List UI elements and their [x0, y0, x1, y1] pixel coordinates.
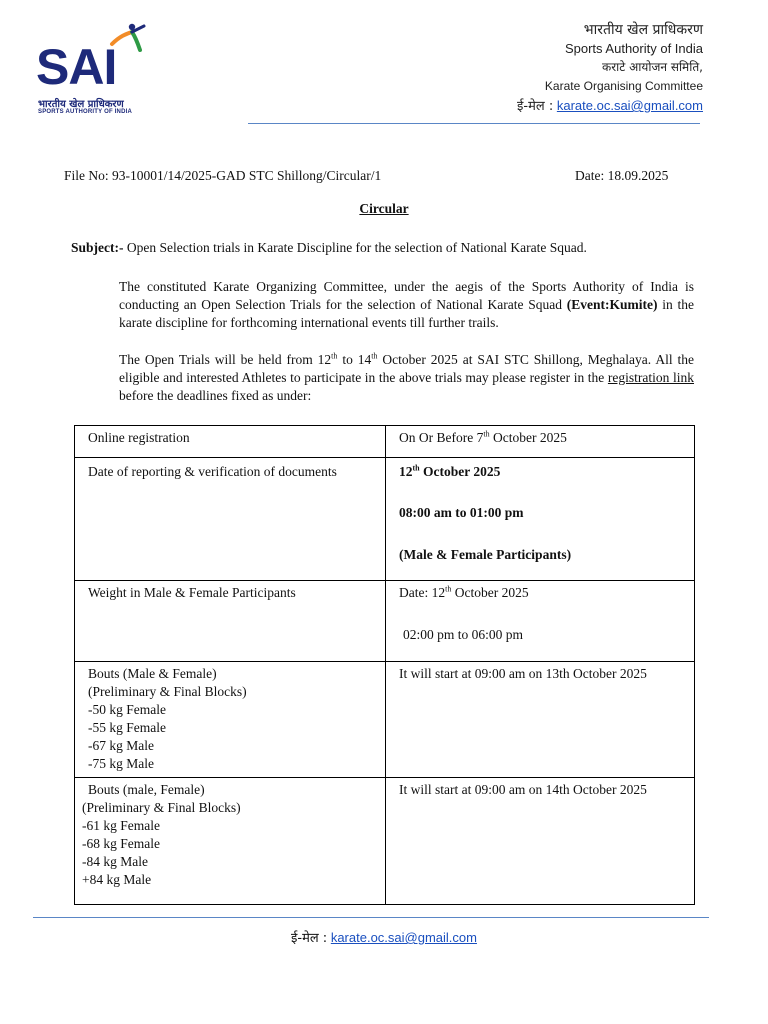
paragraph-trials: The Open Trials will be held from 12th to 14th October 2025 at SAI STC Shillong, Meghalaya. All the eligible and interested Athletes to participate in the above trials may please register in the registration link before the deadlines fixed as under: [119, 351, 695, 403]
registration-link[interactable]: registration link [607, 370, 695, 385]
row-label: Online registration [88, 430, 190, 445]
header-email [517, 96, 703, 114]
paragraph-intro: The constituted Karate Organizing Committee, under the aegis of the Sports Authority of India is conducting an Open Selection Trials for the selection of National Karate Squad (Event:Kumite) in the karate discipline for forthcoming international events till further trails. [119, 279, 695, 330]
header-rule [248, 123, 700, 124]
org-name-hindi: भारतीय खेल प्राधिकरण [583, 22, 703, 38]
footer-email-link[interactable]: karate.oc.sai@gmail.com [330, 930, 477, 945]
row-label: Date of reporting & verification of documents [88, 464, 337, 479]
table-row [75, 581, 695, 662]
row-value: It will start at 09:00 am on 14th October 2025 [399, 782, 647, 797]
row-value: It will start at 09:00 am on 13th October 2025 [399, 666, 647, 681]
logo-hindi-text: भारतीय खेल प्राधिकरण [38, 99, 124, 110]
table-row [75, 426, 695, 458]
org-name-english: Sports Authority of India [564, 41, 703, 56]
file-number: File No: 93-10001/14/2025-GAD STC Shillong/Circular/1 [64, 168, 382, 183]
row-value: On Or Before 7th October 2025 [399, 429, 567, 445]
committee-name-hindi: कराटे आयोजन समिति, [602, 60, 703, 74]
email-label: ई-मेल : [291, 931, 328, 946]
subject-label: Subject:- [71, 240, 124, 255]
logo-english-text: SPORTS AUTHORITY OF INDIA [38, 109, 133, 115]
sai-logo [36, 22, 156, 120]
table-row [75, 778, 695, 905]
committee-name-english: Karate Organising Committee [544, 79, 703, 93]
row-value: Date: 12th October 2025 02:00 pm to 06:00 pm [399, 584, 529, 642]
logo-text: SAI [36, 39, 117, 95]
event-name: (Event:Kumite) [566, 297, 658, 312]
row-label: Bouts (Male & Female) (Preliminary & Final Blocks) -50 kg Female -55 kg Female -67 kg Male -75 kg Male [88, 666, 247, 771]
row-label: Weight in Male & Female Participants [88, 585, 296, 600]
row-value: 12th October 2025 08:00 am to 01:00 pm (Male & Female Participants) [399, 463, 572, 562]
subject-text: Open Selection trials in Karate Discipline for the selection of National Karate Squad. [126, 240, 587, 255]
table-row [75, 458, 695, 581]
row-label: Bouts (male, Female) (Preliminary & Final Blocks) -61 kg Female -68 kg Female -84 kg Male +84 kg Male [82, 782, 241, 887]
footer-email [0, 928, 768, 946]
subject-line [71, 239, 587, 257]
email-label: ई-मेल : [517, 99, 554, 114]
circular-date: Date: 18.09.2025 [575, 168, 669, 183]
page-title: Circular [359, 201, 409, 216]
header-email-link[interactable]: karate.oc.sai@gmail.com [556, 98, 703, 113]
schedule-table [74, 425, 695, 905]
footer-rule [33, 917, 709, 918]
table-row [75, 662, 695, 778]
